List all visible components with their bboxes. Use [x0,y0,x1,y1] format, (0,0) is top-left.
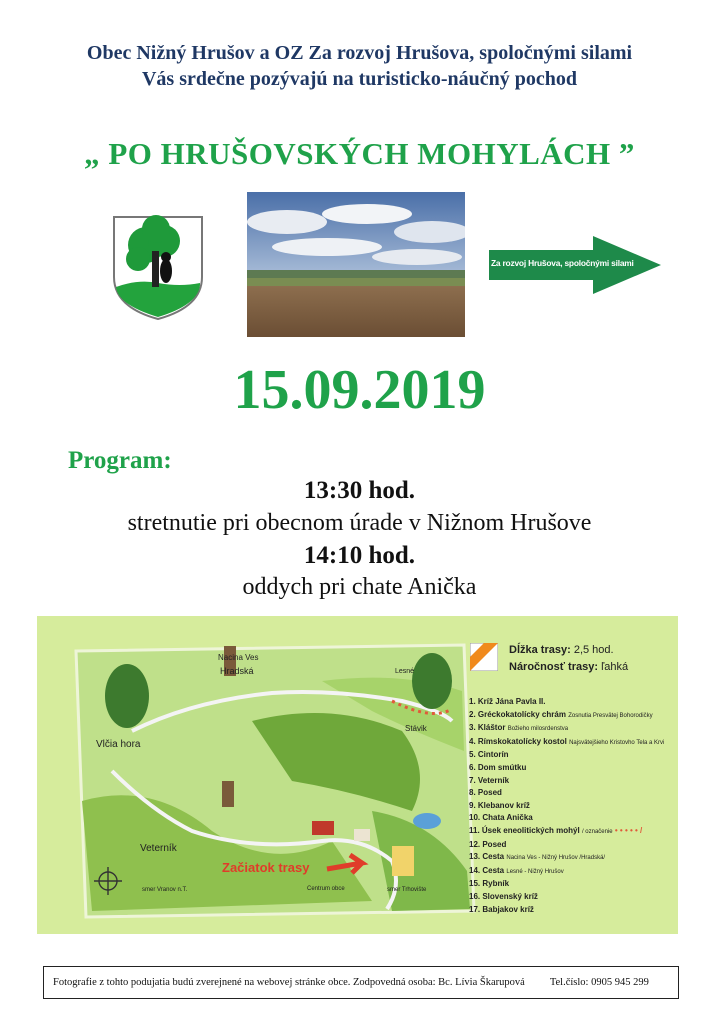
map-label-vlcia-hora: Vlčia hora [96,739,141,750]
map-label-smer-trhoviste: smer Trhovište [387,887,427,893]
program-desc-2: oddych pri chate Anička [242,574,477,600]
map-label-stavik: Stávik [405,724,427,733]
program-label: Program: [68,447,172,474]
legend-item: 2. Gréckokatolícky chrám Zosnutia Presvätej Bohorodičky [469,709,653,719]
map-label-nacina-ves: Nacina Ves [218,653,259,662]
legend-item: 16. Slovenský kríž [469,891,538,901]
event-title: „ PO HRUŠOVSKÝCH MOHYLÁCH ” [84,136,635,171]
program-time-2: 14:10 hod. [303,542,416,569]
legend-item: 4. Rímskokatolícky kostol Najsvätejšieho Kristovho Tela a Krvi [469,736,665,746]
coat-of-arms-logo [98,207,218,325]
event-date: 15.09.2019 [233,359,486,421]
map-label-lesne: Lesné [395,668,415,675]
legend-item: 10. Chata Anička [469,813,533,823]
trail-map-panel [37,616,678,934]
legend-item: 3. Kláštor Božieho milosrdenstva [469,723,569,733]
map-start-label: Začiatok trasy [222,860,310,875]
footer-phone: Tel.číslo: 0905 945 299 [549,977,649,988]
map-label-smer-vranov: smer Vranov n.T. [142,887,188,893]
route-length: Dĺžka trasy: 2,5 hod. [509,644,614,656]
legend-item: 14. Cesta Lesné - Nižný Hrušov [469,865,564,875]
program-time-1: 13:30 hod. [303,477,416,504]
map-label-hradska: Hradská [220,666,254,676]
legend-item: 11. Úsek eneolitických mohýl / označenie • • • • • / [469,825,643,835]
legend-item: 5. Cintorín [469,750,509,760]
footer-text: Fotografie z tohto podujatia budú zverejnené na webovej stránke obce. Zodpovedná osoba: Bc. Lívia Škarupová [53,977,525,988]
route-difficulty: Náročnosť trasy: ľahká [509,661,629,673]
landscape-photo [247,192,465,337]
trail-map [72,641,477,925]
header-line-1: Obec Nižný Hrušov a OZ Za rozvoj Hrušova, spoločnými silami [86,42,633,64]
legend-item: 15. Rybník [469,879,510,889]
program-desc-1: stretnutie pri obecnom úrade v Nižnom Hrušove [127,510,592,536]
map-label-centrum: Centrum obce [307,886,345,892]
arrow-text: Za rozvoj Hrušova, spoločnými silami [491,258,634,268]
stops-legend [469,696,674,916]
legend-item: 17. Babjakov kríž [469,904,534,914]
header-line-2: Vás srdečne pozývajú na turisticko-náučný pochod [141,68,578,90]
legend-item: 9. Klebanov kríž [469,800,530,810]
footer-box [43,966,679,999]
map-label-veternik: Veterník [140,843,177,854]
legend-item: 8. Posed [469,788,502,798]
legend-item: 12. Posed [469,839,507,849]
legend-item: 7. Veterník [469,775,510,785]
legend-item: 13. Cesta Nacina Ves - Nižný Hrušov /Hradská/ [469,852,606,862]
legend-item: 1. Kríž Jána Pavla II. [469,697,546,706]
difficulty-icon [470,643,498,671]
legend-item: 6. Dom smútku [469,762,527,772]
